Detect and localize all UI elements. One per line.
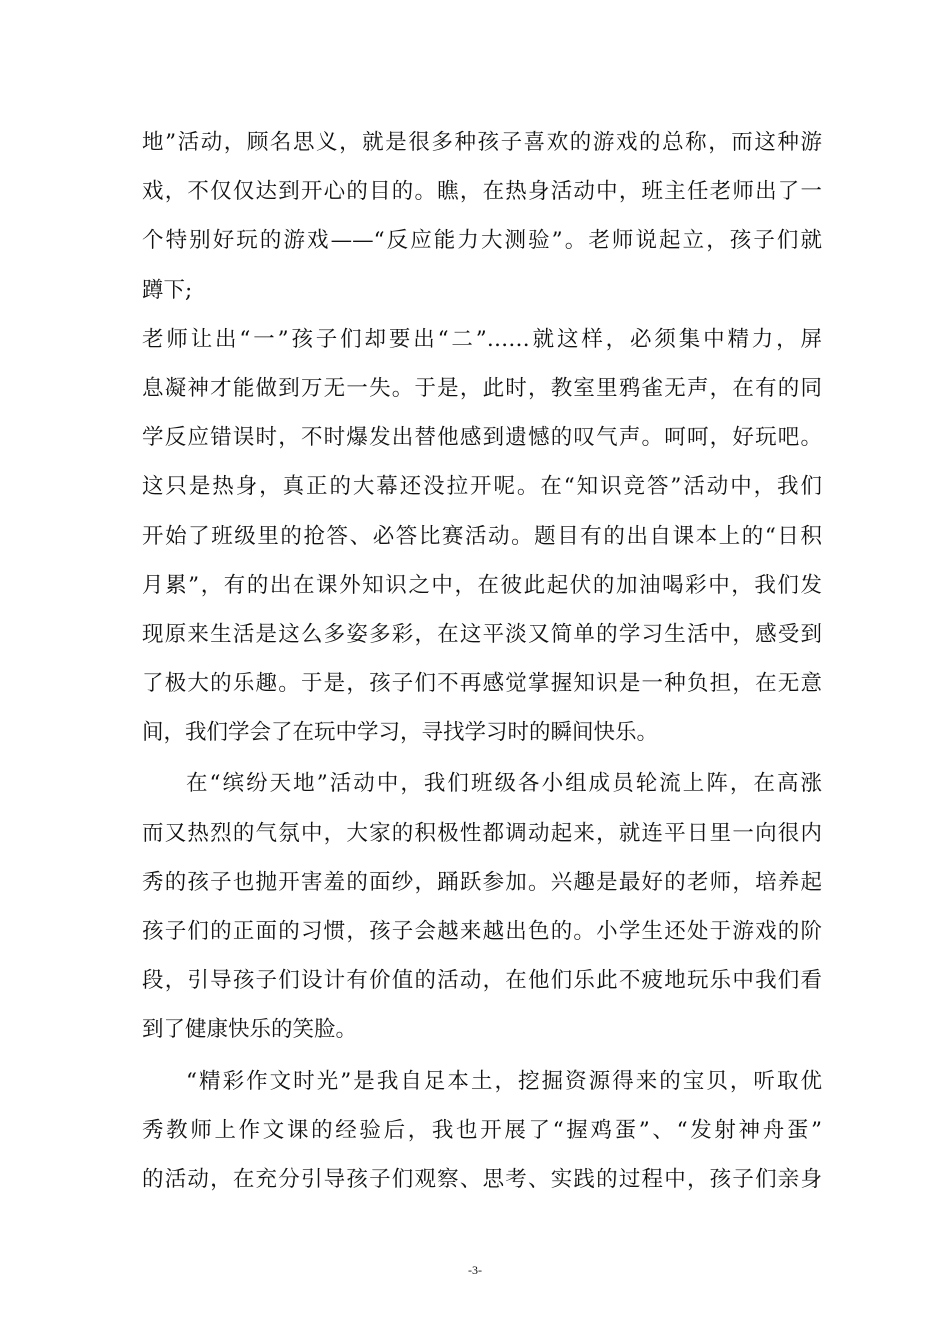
- text-line: 开始了班级里的抢答、必答比赛活动。题目有的出自课本上的“日积: [142, 523, 822, 549]
- text-line: 了极大的乐趣。于是，孩子们不再感觉掌握知识是一种负担，在无意: [142, 671, 822, 697]
- text-line: 戏，不仅仅达到开心的目的。瞧，在热身活动中，班主任老师出了一: [142, 179, 822, 205]
- text-line: 蹲下;: [142, 277, 193, 303]
- text-line: 孩子们的正面的习惯，孩子会越来越出色的。小学生还处于游戏的阶: [142, 919, 822, 944]
- text-line: 地”活动，顾名思义，就是很多种孩子喜欢的游戏的总称，而这种游: [142, 130, 822, 155]
- text-line: 在“缤纷天地”活动中，我们班级各小组成员轮流上阵，在高涨: [186, 771, 822, 797]
- text-line: 息凝神才能做到万无一失。于是，此时，教室里鸦雀无声，在有的同: [142, 375, 822, 401]
- text-line: 学反应错误时，不时爆发出替他感到遗憾的叹气声。呵呵，好玩吧。: [142, 425, 822, 451]
- text-line: 这只是热身，真正的大幕还没拉开呢。在“知识竞答”活动中，我们: [142, 474, 822, 500]
- text-line: 秀教师上作文课的经验后，我也开展了“握鸡蛋”、“发射神舟蛋”: [142, 1117, 822, 1143]
- text-line: 段，引导孩子们设计有价值的活动，在他们乐此不疲地玩乐中我们看: [142, 968, 822, 994]
- text-line: 的活动，在充分引导孩子们观察、思考、实践的过程中，孩子们亲身: [142, 1166, 822, 1192]
- body-text: [142, 118, 822, 1204]
- text-line: 个特别好玩的游戏——“反应能力大测验”。老师说起立，孩子们就: [142, 228, 822, 254]
- text-line: 而又热烈的气氛中，大家的积极性都调动起来，就连平日里一向很内: [142, 820, 822, 846]
- text-line: 月累”，有的出在课外知识之中，在彼此起伏的加油喝彩中，我们发: [142, 572, 822, 598]
- text-line: 间，我们学会了在玩中学习，寻找学习时的瞬间快乐。: [142, 720, 659, 746]
- text-line: 现原来生活是这么多姿多彩，在这平淡又简单的学习生活中，感受到: [142, 621, 822, 647]
- text-line: 到了健康快乐的笑脸。: [142, 1017, 358, 1043]
- page-number: -3-: [468, 1263, 482, 1277]
- text-line: “精彩作文时光”是我自足本土，挖掘资源得来的宝贝，听取优: [186, 1068, 822, 1094]
- text-line: 老师让出“一”孩子们却要出“二”……就这样，必须集中精力，屏: [142, 326, 822, 352]
- text-line: 秀的孩子也抛开害羞的面纱，踊跃参加。兴趣是最好的老师，培养起: [142, 869, 822, 895]
